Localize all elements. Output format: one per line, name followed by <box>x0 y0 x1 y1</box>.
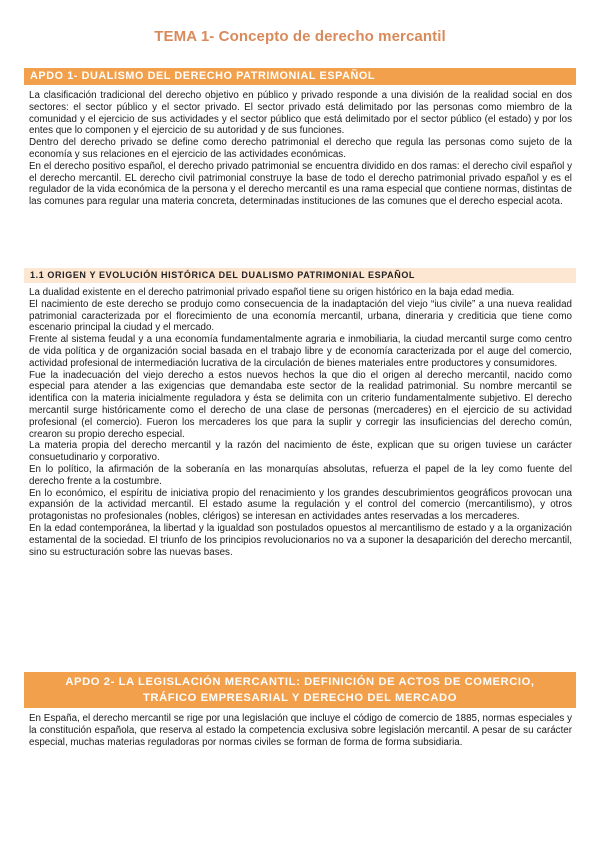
paragraph: En lo económico, el espíritu de iniciativa propio del renacimiento y los grandes descubrimientos geográficos provocan una expansión de la actividad mercantil. El estado asume la regulación y el control del comercio (mercantilismo), y otros protagonistas no profesionales (nobles, clérigos) se interesan en actividades antes reservadas a los mercaderes. <box>29 487 572 523</box>
section-heading-line: TRÁFICO EMPRESARIAL Y DERECHO DEL MERCADO <box>142 692 458 704</box>
subsection-heading-1-1: 1.1 ORIGEN Y EVOLUCIÓN HISTÓRICA DEL DUALISMO PATRIMONIAL ESPAÑOL <box>24 268 576 283</box>
paragraph: La clasificación tradicional del derecho objetivo en público y privado responde a una división de la realidad social en dos sectores: el sector público y el sector privado. El sector privado está delimitado por las personas como miembro de la comunidad y el ejercicio de sus actividades y el sector público que está delimitado por el sector público (el estado) y por los entes que lo componen y el ejercicio de su autoridad y de sus funciones. <box>29 90 572 137</box>
paragraph: En el derecho positivo español, el derecho privado patrimonial se encuentra dividido en dos ramas: el derecho civil español y el derecho mercantil. EL derecho civil patrimonial construye la base de todo el derecho patrimonial privado español y es el regulador de la vida económica de la persona y el derecho mercantil es una rama especial que contiene normas, distintas de las comunes para regular una materia concreta, determinadas instituciones de las comunes que el derecho especial acota. <box>29 160 572 208</box>
paragraph: En la edad contemporánea, la libertad y la igualdad son postulados opuestos al mercantilismo de estado y a la organización estamental de la sociedad. El triunfo de los principios revolucionarios no va a suponer la desaparición del derecho mercantil, sino su estructuración sobre las nuevas bases. <box>29 522 572 558</box>
section-heading-apdo-2 <box>24 672 576 708</box>
paragraph: En lo político, la afirmación de la soberanía en las monarquías absolutas, refuerza el papel de la ley como fuente del derecho frente a la costumbre. <box>29 463 572 487</box>
paragraph: Fue la inadecuación del viejo derecho a estos nuevos hechos la que dio el origen al derecho mercantil, nacido como especial para atender a las exigencias que demandaba este sector de la realidad patrimonial. Su nombre mercantil se identifica con la materia inicialmente reguladora y ésta se delimita con un criterio fundamentalmente subjetivo. El derecho mercantil surge históricamente como el derecho de una clase de personas (mercaderes) en el ejercicio de su actividad profesional (el comercio). Fueron los mercaderes los que para la suplir y corregir las insuficiencias del derecho común, crearon su propio derecho especial. <box>29 369 572 440</box>
section-heading-apdo-1: APDO 1- DUALISMO DEL DERECHO PATRIMONIAL ESPAÑOL <box>24 68 576 85</box>
paragraph: En España, el derecho mercantil se rige por una legislación que incluye el código de comercio de 1885, normas especiales y la constitución española, que reserva al estado la competencia exclusiva sobre legislación mercantil. A pesar de su carácter especial, muchas materias reguladoras por normas civiles se forman de forma de forma subsidiaria. <box>29 713 572 748</box>
section-body-apdo-1 <box>29 90 572 208</box>
document-title: TEMA 1- Concepto de derecho mercantil <box>154 28 446 45</box>
paragraph: Frente al sistema feudal y a una economía fundamentalmente agraria e inmobiliaria, la ciudad mercantil surge como centro de vida política y de organización social basada en el trabajo libre y de economía caracterizada por el auge del comercio, actividad profesional de intermediación lucrativa de la circulación de bienes materiales entre productores y consumidores. <box>29 334 572 369</box>
paragraph: La dualidad existente en el derecho patrimonial privado español tiene su origen histórico en la baja edad media. <box>29 287 515 298</box>
section-heading-line: APDO 2- LA LEGISLACIÓN MERCANTIL: DEFINICIÓN DE ACTOS DE COMERCIO, <box>65 676 535 688</box>
section-body-apdo-2 <box>29 713 572 748</box>
paragraph: Dentro del derecho privado se define como derecho patrimonial el derecho que regula las personas como sujeto de la economía y sus relaciones en el ejercicio de las actividades económicas. <box>29 137 572 160</box>
paragraph: El nacimiento de este derecho se produjo como consecuencia de la inadaptación del viejo “ius civile” a una nueva realidad patrimonial caracterizada por el florecimiento de una economía mercantil, urbana, dineraria y crediticia que tiene como escenario principal la ciudad y el mercado. <box>29 298 572 334</box>
subsection-body-1-1 <box>29 287 572 558</box>
paragraph: La materia propia del derecho mercantil y la razón del nacimiento de éste, explican que su origen tuviese un carácter consuetudinario y corporativo. <box>29 440 572 464</box>
